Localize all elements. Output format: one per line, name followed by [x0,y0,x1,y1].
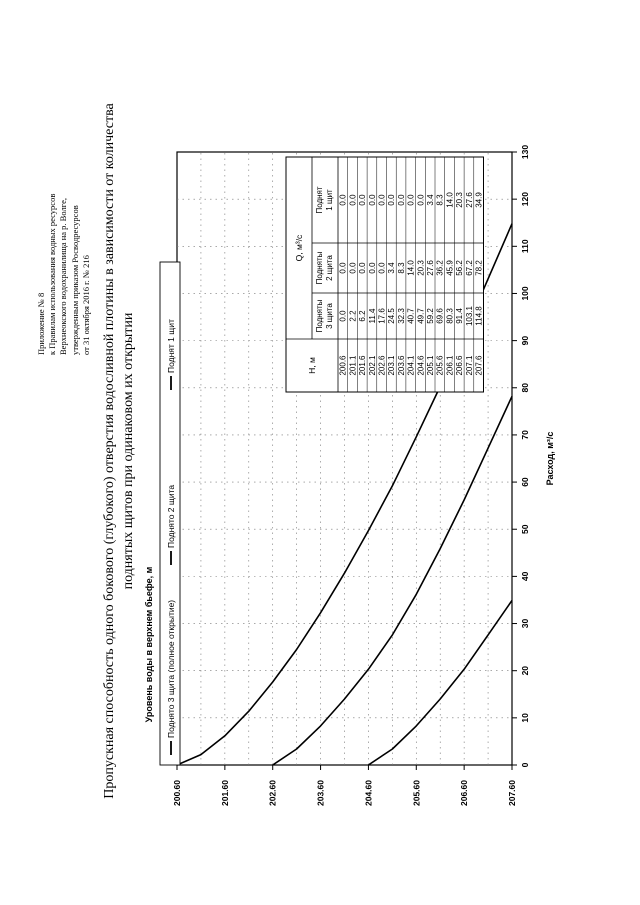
table-cell: 200.6 [338,355,348,376]
table-cell: 0.0 [338,310,348,322]
table-col-header: Поднят [315,186,324,214]
y-tick-label: 206.60 [459,780,470,806]
table-cell: 36.2 [435,260,445,276]
y-tick-label: 201.60 [219,780,230,806]
header-line: Верхнеокского водохранилища на р. Волге, [58,198,69,355]
x-tick-label: 0 [520,762,530,768]
table-cell: 32.3 [396,308,406,324]
table-cell: 69.6 [435,308,445,324]
table-cell: 205.6 [435,355,445,376]
table-cell: 20.3 [455,192,465,208]
table-cell: 49.7 [416,308,426,324]
table-cell: 6.2 [358,310,368,322]
header-line: Приложение № 8 [36,292,46,355]
table-col-header: Подняты [315,299,324,333]
header-line: к Правилам использования водных ресурсов [47,193,58,355]
table-cell: 80.3 [445,308,455,324]
table-cell: 27.6 [464,192,474,208]
table-cell: 40.7 [406,308,416,324]
table-cell: 67.2 [464,260,474,276]
table-cell: 3.4 [426,194,435,206]
table-cell: 0.0 [396,194,406,206]
x-tick-label: 30 [520,618,530,629]
table-cell: 203.1 [387,355,397,376]
header-line: от 31 октября 2016 г. № 216 [80,255,91,355]
table-cell: 34.9 [474,192,484,208]
table-cell: 3.4 [387,262,397,274]
table-cell: 201.6 [358,355,368,376]
x-tick-label: 20 [520,665,530,676]
y-tick-label: 205.60 [411,780,422,806]
table-cell: 204.1 [406,355,416,376]
x-axis-title: Расход, м³/с [545,431,555,486]
table-cell: 0.0 [406,194,416,206]
table-col-header-sub: 2 щита [325,255,334,281]
table-cell: 205.1 [426,355,435,376]
chart-title-line-1: Пропускная способность одного бокового (глубокого) отверстия водосливной плотины в зависимости от количества [102,103,117,799]
table-cell: 11.4 [367,308,377,324]
x-tick-label: 40 [520,571,530,582]
table-col-header-sub: 3 щита [325,303,334,329]
x-tick-label: 110 [520,239,530,254]
table-cell: 207.6 [474,355,484,376]
y-tick-label: 207.60 [507,780,517,806]
table-cell: 114.8 [474,306,484,326]
table-cell: 0.0 [358,194,368,206]
legend-label-2: Поднято 2 щита [166,484,176,548]
x-tick-label: 50 [520,524,530,534]
y-tick-label: 204.60 [363,780,374,806]
x-tick-label: 100 [520,286,530,301]
table-cell: 78.2 [474,260,484,276]
table-cell: 0.0 [367,194,377,206]
chart-title-line-2: поднятых щитов при одинаковом их открытии [121,312,136,590]
table-cell: 0.0 [377,194,387,206]
table-cell: 0.0 [348,194,358,206]
table-cell: 14.0 [445,192,455,208]
table-cell: 201.1 [348,355,358,376]
table-cell: 0.0 [367,262,377,274]
legend-label-3: Поднят 1 щит [166,319,176,373]
table-cell: 91.4 [455,308,465,324]
y-tick-label: 202.60 [267,780,278,806]
table-cell: 0.0 [348,262,358,274]
table-cell: 206.1 [445,355,455,376]
table-cell: 0.0 [358,262,368,274]
x-tick-label: 10 [520,713,530,723]
table-cell: 202.1 [367,355,377,376]
table-cell: 207.1 [464,355,474,376]
x-tick-label: 80 [520,383,530,393]
table-cell: 8.3 [396,262,406,274]
table-cell: 14.0 [406,260,416,276]
table-cell: 0.0 [377,262,387,274]
x-tick-label: 70 [520,430,530,440]
table-cell: 206.6 [455,355,465,376]
y-axis-title: Уровень воды в верхнем бьефе, м [144,566,154,723]
y-tick-label: 200.60 [172,780,182,806]
table-cell: 2.2 [348,310,358,322]
x-tick-label: 120 [520,192,530,207]
series-line-3 [368,600,512,765]
table-cell: 8.3 [435,194,445,206]
x-tick-label: 130 [520,144,530,160]
y-tick-label: 203.60 [315,780,326,806]
table-cell: 103.1 [464,305,474,327]
table-cell: 0.0 [338,262,348,274]
table-col-header-sub: 1 щит [325,189,334,211]
table-col-header: Подняты [315,251,324,285]
table-cell: 17.6 [377,308,387,324]
table-cell: 204.6 [416,355,426,376]
table-cell: 24.5 [387,308,397,324]
table-cell: 56.2 [455,260,465,276]
table-cell: 20.3 [416,260,426,276]
table-cell: 45.9 [445,260,455,276]
table-cell: 27.6 [426,260,435,276]
table-cell: 203.6 [396,355,406,376]
x-tick-label: 90 [520,335,530,346]
legend-label-1: Поднято 3 щита (полное открытие) [166,599,176,738]
header-line: утвержденным приказом Росводресурсов [69,205,80,355]
table-cell: 59.2 [426,308,435,324]
table-cell: 0.0 [387,194,397,206]
table-cell: 0.0 [416,194,426,206]
table-header-h: Н, м [307,357,317,374]
table-cell: 0.0 [338,194,348,206]
table-cell: 202.6 [377,355,387,376]
table-header-q: Q, м³/с [294,234,304,262]
x-tick-label: 60 [520,477,530,487]
